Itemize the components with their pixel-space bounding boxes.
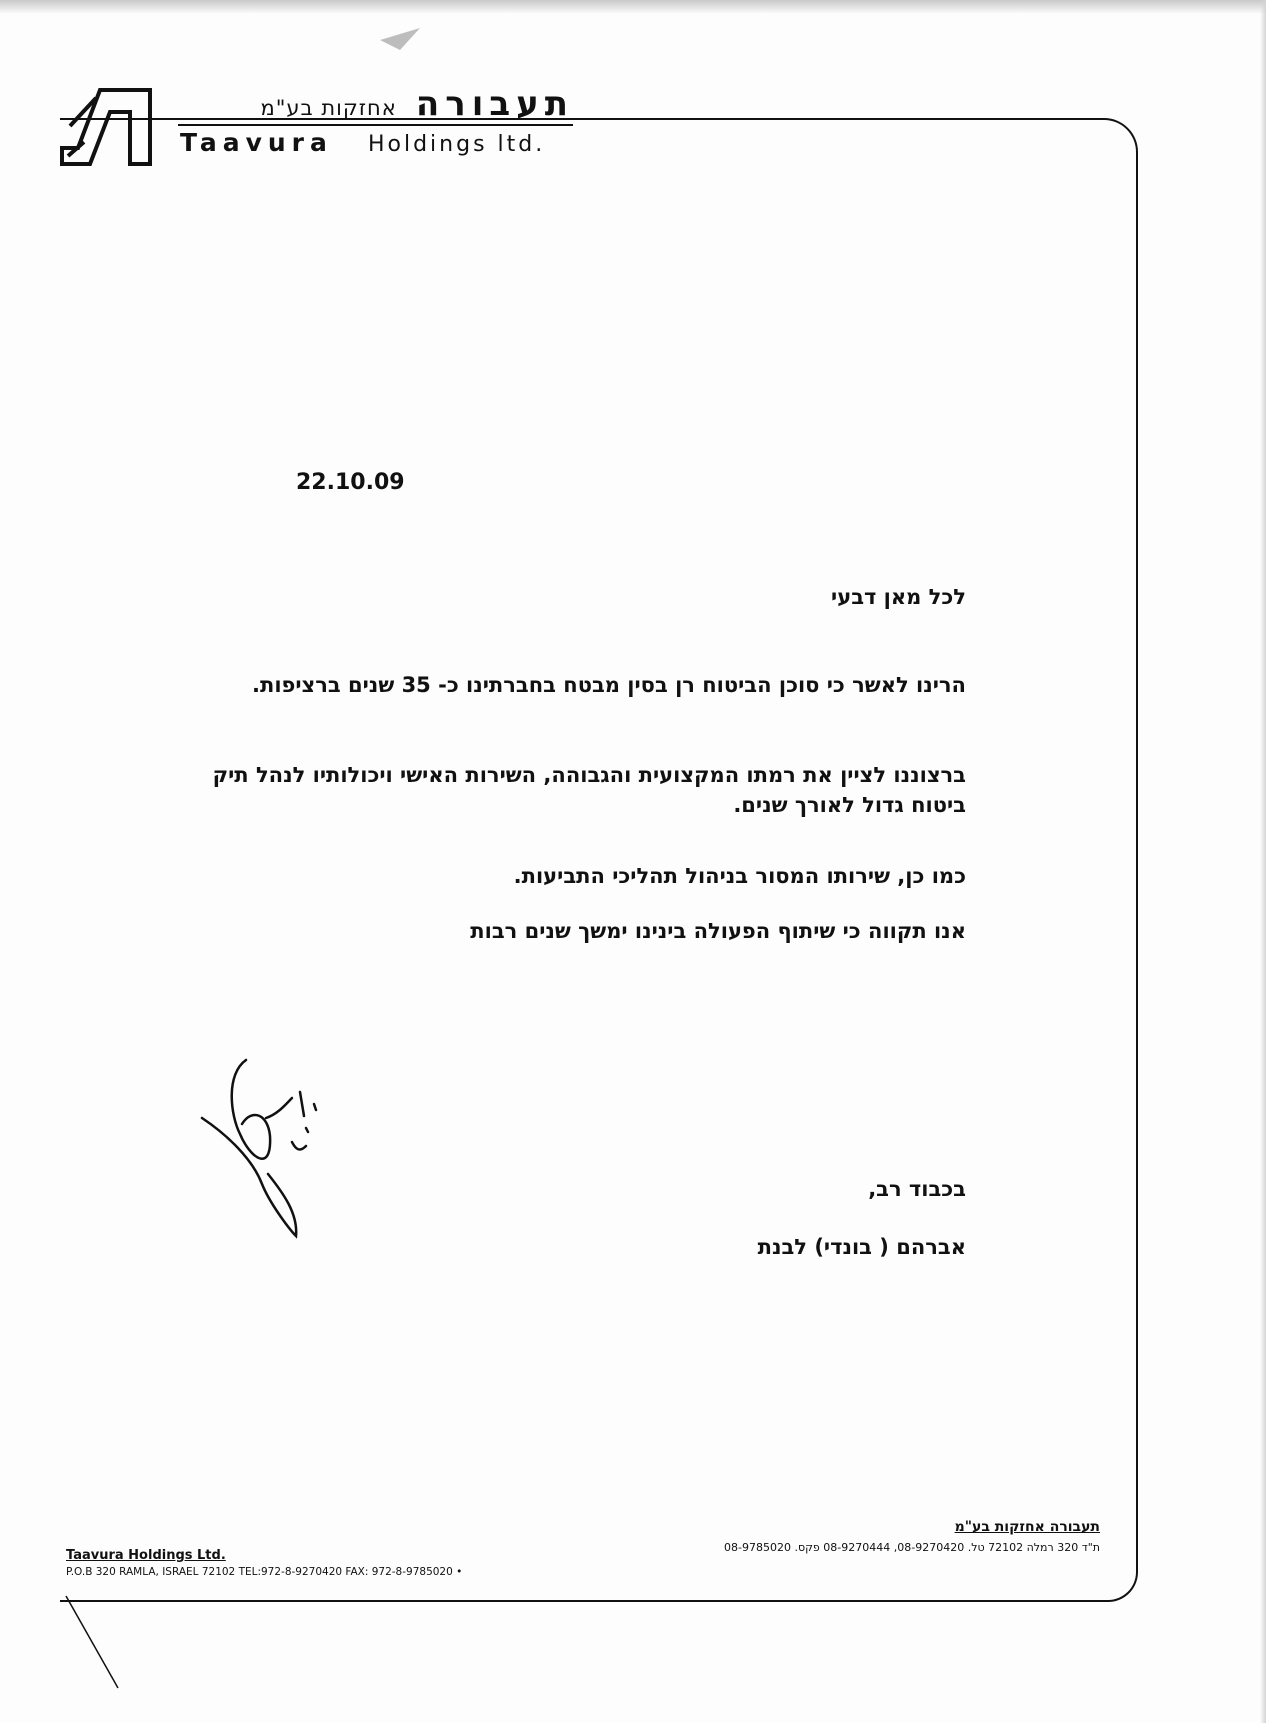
closing: בכבוד רב, — [868, 1177, 966, 1201]
signer-name: אברהם ( בונדי) לבנת — [757, 1235, 966, 1259]
footer-address-english: P.O.B 320 RAMLA, ISRAEL 72102 TEL:972-8-9270420 FAX: 972-8-9785020 • — [66, 1566, 463, 1578]
footer-company-hebrew: תעבורה אחזקות בע"מ — [954, 1519, 1100, 1535]
letterhead-frame — [60, 118, 1138, 1602]
company-suffix-hebrew: אחזקות בע"מ — [260, 96, 397, 120]
footer-company-english: Taavura Holdings Ltd. — [66, 1548, 226, 1563]
paragraph-2: ברצוננו לציין את רמתו המקצועית והגבוהה, השירות האישי ויכולותיו לנהל תיק ביטוח גדול לאורך שנים. — [212, 763, 966, 817]
footer-address-hebrew: ת"ד 320 רמלה 72102 טל. 08-9270420, 08-9270444 פקס. 08-9785020 — [723, 1541, 1100, 1554]
salutation: לכל מאן דבעי — [831, 585, 966, 609]
paragraph-1: הרינו לאשר כי סוכן הביטוח רן בסין מבטח בחברתינו כ- 35 שנים ברציפות. — [252, 673, 966, 697]
paragraph-4: אנו תקווה כי שיתוף הפעולה בינינו ימשך שנים רבות — [470, 919, 966, 943]
handwritten-signature — [196, 1054, 346, 1244]
company-name-english: Taavura — [180, 128, 333, 157]
paper-fold-shadow — [0, 0, 1266, 14]
company-name-hebrew: תעבורה — [415, 84, 574, 124]
paragraph-3: כמו כן, שירותו המסור בניהול תהליכי התביעות. — [513, 864, 966, 888]
paper-edge — [1260, 0, 1266, 1723]
company-suffix-english: Holdings ltd. — [367, 132, 546, 157]
letter-date: 22.10.09 — [296, 470, 405, 495]
